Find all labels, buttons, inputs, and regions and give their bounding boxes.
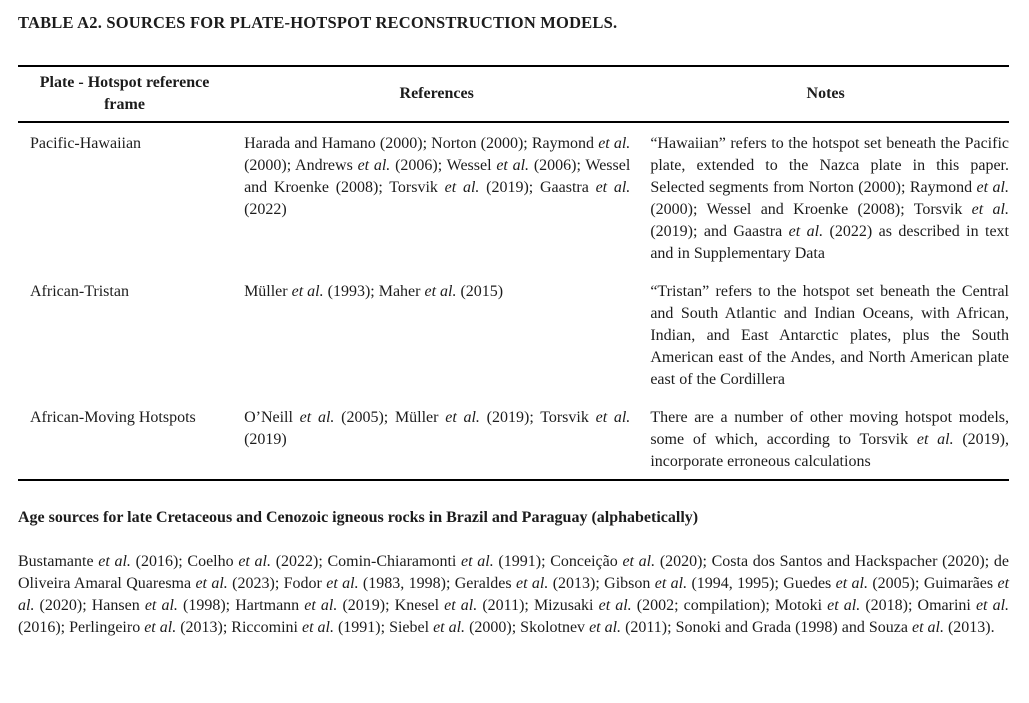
notes-cell: “Hawaiian” refers to the hotspot set beneath the Pacific plate, extended to the Nazca plate in this paper. Selected segments from Norton (2000); Raymond et al. (2000); Wessel and Kroenke (2008); Torsvik et al. (2019); and Gaastra et al. (2022) as described in text and in Supplementary Data — [650, 135, 1009, 262]
column-header-references: References — [231, 66, 642, 122]
age-sources-heading: Age sources for late Cretaceous and Cenozoic igneous rocks in Brazil and Paraguay (alphabetically) — [18, 509, 699, 526]
table-row-african-tristan — [18, 271, 1009, 397]
references-cell: Müller et al. (1993); Maher et al. (2015) — [244, 283, 504, 300]
header-row — [18, 66, 1009, 122]
plate-hotspot-sources-table — [18, 65, 1009, 481]
table-title: TABLE A2. SOURCES FOR PLATE-HOTSPOT RECONSTRUCTION MODELS. — [18, 13, 618, 32]
table-body — [18, 122, 1009, 480]
notes-cell: “Tristan” refers to the hotspot set beneath the Central and South Atlantic and Indian Oceans, with African, Indian, and East Antarctic plates, plus the South American east of the Andes, and North American plate east of the Cordillera — [650, 283, 1009, 388]
frame-cell: African-Tristan — [30, 283, 129, 300]
table-header — [18, 66, 1009, 122]
frame-cell: African-Moving Hotspots — [30, 409, 196, 426]
frame-cell: Pacific-Hawaiian — [30, 135, 142, 152]
table-row-african-moving-hotspots — [18, 397, 1009, 480]
references-cell: Harada and Hamano (2000); Norton (2000); Raymond et al. (2000); Andrews et al. (2006); Wessel et al. (2006); Wessel and Kroenke (2008); Torsvik et al. (2019); Gaastra et al. (2022) — [244, 135, 631, 218]
column-header-reference-frame: Plate - Hotspot reference frame — [18, 66, 231, 122]
references-cell: O’Neill et al. (2005); Müller et al. (2019); Torsvik et al. (2019) — [244, 409, 631, 448]
column-header-notes: Notes — [642, 66, 1009, 122]
age-sources-citation-paragraph: Bustamante et al. (2016); Coelho et al. (2022); Comin-Chiaramonti et al. (1991); Conceição et al. (2020); Costa dos Santos and Hackspacher (2020); de Oliveira Amaral Quaresma et al. (2023); Fodor et al. (1983, 1998); Geraldes et al. (2013); Gibson et al. (1994, 1995); Guedes et al. (2005); Guimarães et al. (2020); Hansen et al. (1998); Hartmann et al. (2019); Knesel et al. (2011); Mizusaki et al. (2002; compilation); Motoki et al. (2018); Omarini et al. (2016); Perlingeiro et al. (2013); Riccomini et al. (1991); Siebel et al. (2000); Skolotnev et al. (2011); Sonoki and Grada (1998) and Souza et al. (2013). — [18, 553, 1010, 636]
notes-cell: There are a number of other moving hotspot models, some of which, according to Torsvik et al. (2019), incorporate erroneous calculations — [650, 409, 1009, 470]
table-row-pacific-hawaiian — [18, 122, 1009, 271]
